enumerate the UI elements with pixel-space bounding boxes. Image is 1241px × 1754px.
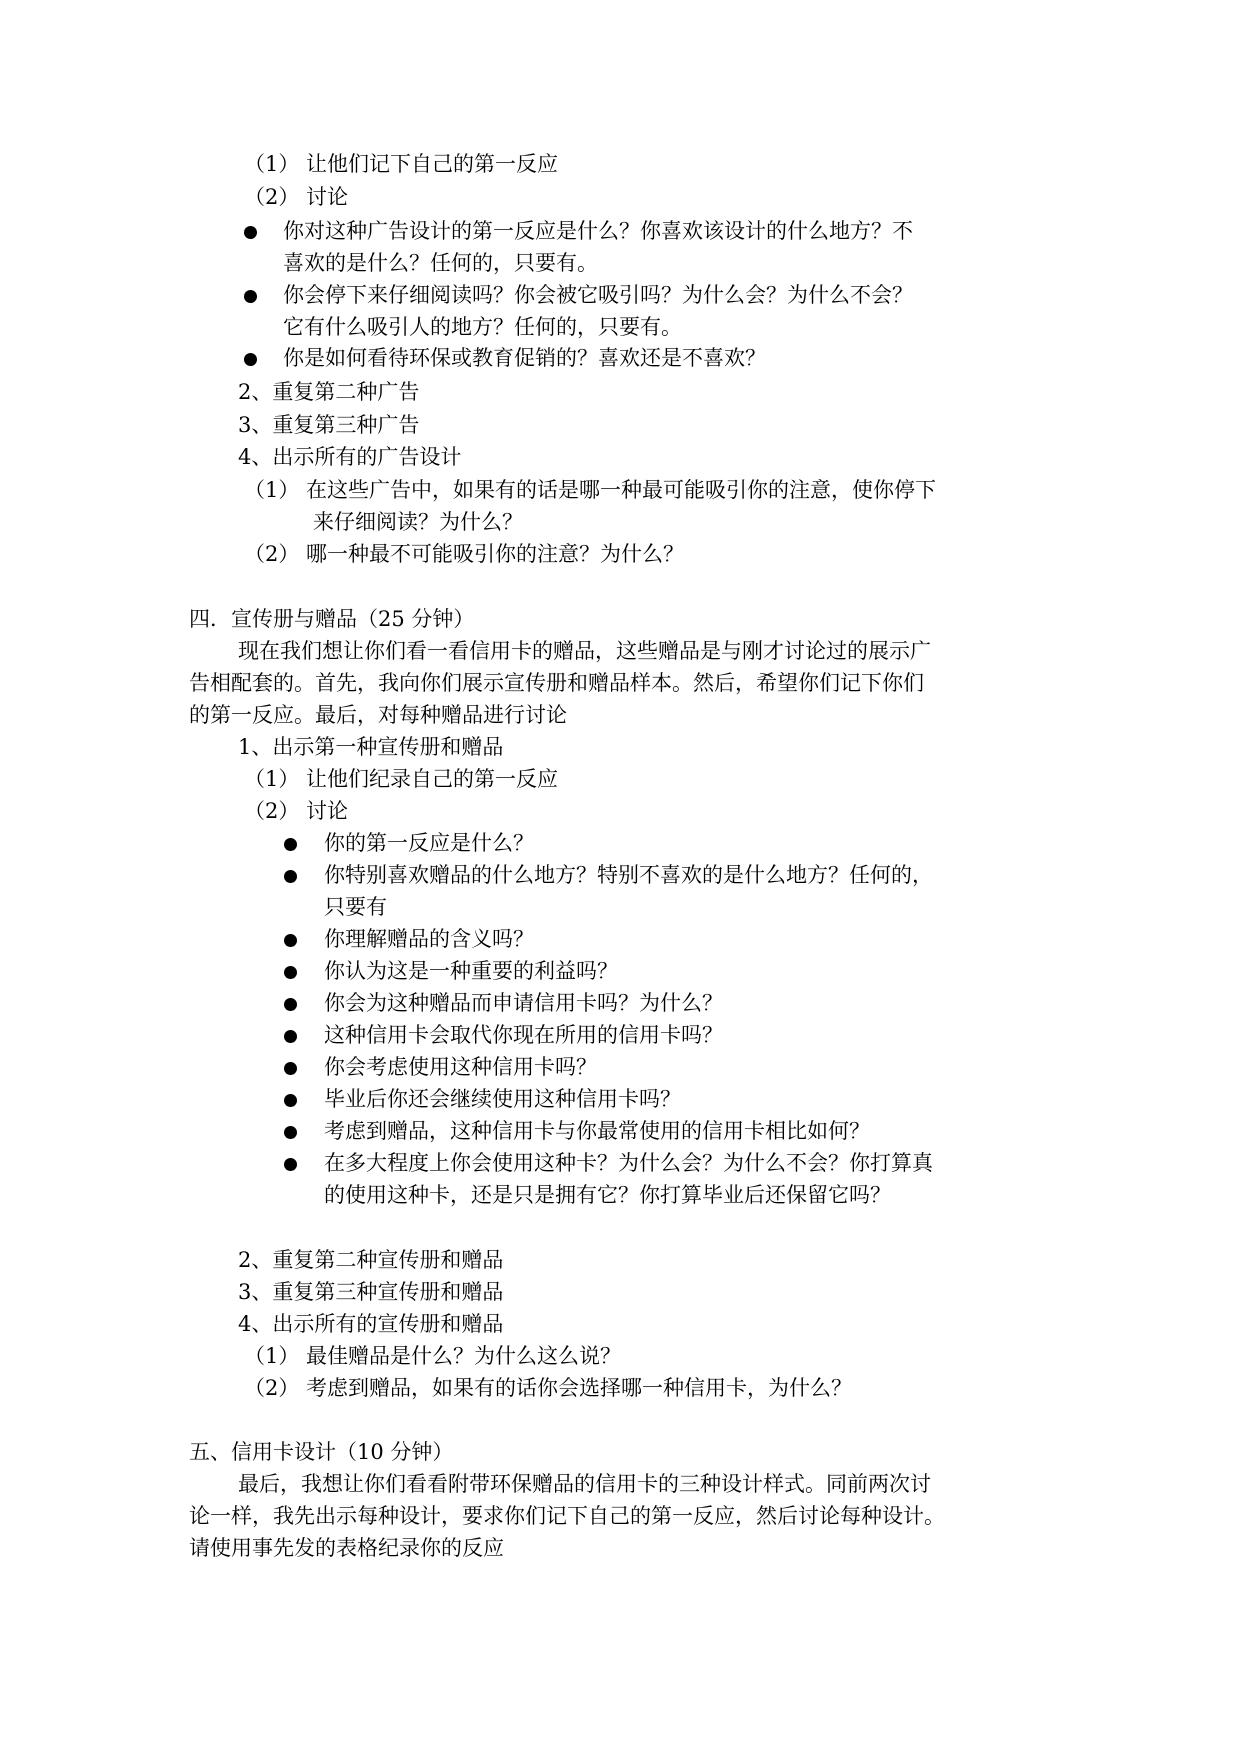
paragraph-line: 最后，我想让你们看看附带环保赠品的信用卡的三种设计样式。同前两次讨 — [238, 1472, 931, 1496]
list-item: （1） 让他们记下自己的第一反应 — [244, 152, 559, 176]
list-item: 毕业后你还会继续使用这种信用卡吗？ — [324, 1087, 681, 1111]
list-item: 4、出示所有的宣传册和赠品 — [238, 1312, 504, 1336]
list-item: 2、重复第二种宣传册和赠品 — [238, 1248, 504, 1272]
list-item: 在多大程度上你会使用这种卡？为什么会？为什么不会？你打算真 — [324, 1151, 933, 1175]
list-item-continuation: 它有什么吸引人的地方？任何的，只要有。 — [283, 315, 682, 339]
bullet-icon — [244, 290, 257, 303]
bullet-icon — [284, 1094, 297, 1107]
bullet-icon — [284, 934, 297, 947]
bullet-icon — [284, 1030, 297, 1043]
paragraph-line: 论一样，我先出示每种设计，要求你们记下自己的第一反应，然后讨论每种设计。 — [189, 1504, 945, 1528]
list-item: （2） 哪一种最不可能吸引你的注意？为什么？ — [244, 542, 685, 566]
paragraph-line: 的第一反应。最后，对每种赠品进行讨论 — [189, 703, 567, 727]
list-item: 3、重复第三种广告 — [238, 413, 420, 437]
section-heading: 五、信用卡设计（10 分钟） — [189, 1440, 454, 1464]
list-item: 这种信用卡会取代你现在所用的信用卡吗？ — [324, 1023, 723, 1047]
list-item: 你的第一反应是什么？ — [324, 831, 534, 855]
bullet-icon — [284, 998, 297, 1011]
list-item: 你认为这是一种重要的利益吗？ — [324, 959, 618, 983]
bullet-icon — [284, 838, 297, 851]
list-item: （2） 考虑到赠品，如果有的话你会选择哪一种信用卡，为什么？ — [244, 1376, 853, 1400]
list-item: （2） 讨论 — [244, 185, 349, 209]
list-item-continuation: 的使用这种卡，还是只是拥有它？你打算毕业后还保留它吗？ — [324, 1183, 891, 1207]
list-item: 3、重复第三种宣传册和赠品 — [238, 1280, 504, 1304]
list-item: 考虑到赠品，这种信用卡与你最常使用的信用卡相比如何？ — [324, 1119, 870, 1143]
list-item: 你会停下来仔细阅读吗？你会被它吸引吗？为什么会？为什么不会？ — [283, 283, 913, 307]
list-item: 4、出示所有的广告设计 — [238, 445, 462, 469]
paragraph-line: 告相配套的。首先，我向你们展示宣传册和赠品样本。然后，希望你们记下你们 — [189, 671, 924, 695]
list-item: 你会考虑使用这种信用卡吗？ — [324, 1055, 597, 1079]
list-item: （1） 最佳赠品是什么？为什么这么说？ — [244, 1344, 622, 1368]
list-item: 你会为这种赠品而申请信用卡吗？为什么？ — [324, 991, 723, 1015]
list-item-continuation: 喜欢的是什么？任何的，只要有。 — [283, 251, 598, 275]
bullet-icon — [244, 226, 257, 239]
bullet-icon — [284, 870, 297, 883]
list-item: 1、出示第一种宣传册和赠品 — [238, 735, 504, 759]
list-item: （2） 讨论 — [244, 799, 349, 823]
paragraph-line: 请使用事先发的表格纪录你的反应 — [189, 1536, 504, 1560]
bullet-icon — [284, 1158, 297, 1171]
list-item: （1） 在这些广告中，如果有的话是哪一种最可能吸引你的注意，使你停下 — [244, 478, 937, 502]
bullet-icon — [284, 1126, 297, 1139]
bullet-icon — [284, 966, 297, 979]
list-item: 你对这种广告设计的第一反应是什么？你喜欢该设计的什么地方？不 — [283, 219, 913, 243]
list-item: 你特别喜欢赠品的什么地方？特别不喜欢的是什么地方？任何的， — [324, 863, 933, 887]
list-item: 2、重复第二种广告 — [238, 380, 420, 404]
section-heading: 四．宣传册与赠品（25 分钟） — [189, 607, 475, 631]
list-item: 你是如何看待环保或教育促销的？喜欢还是不喜欢？ — [283, 346, 766, 370]
list-item-continuation: 来仔细阅读？为什么？ — [313, 510, 523, 534]
list-item-continuation: 只要有 — [324, 895, 387, 919]
list-item: 你理解赠品的含义吗？ — [324, 927, 534, 951]
bullet-icon — [284, 1062, 297, 1075]
paragraph-line: 现在我们想让你们看一看信用卡的赠品，这些赠品是与刚才讨论过的展示广 — [238, 639, 931, 663]
bullet-icon — [244, 353, 257, 366]
list-item: （1） 让他们纪录自己的第一反应 — [244, 767, 559, 791]
